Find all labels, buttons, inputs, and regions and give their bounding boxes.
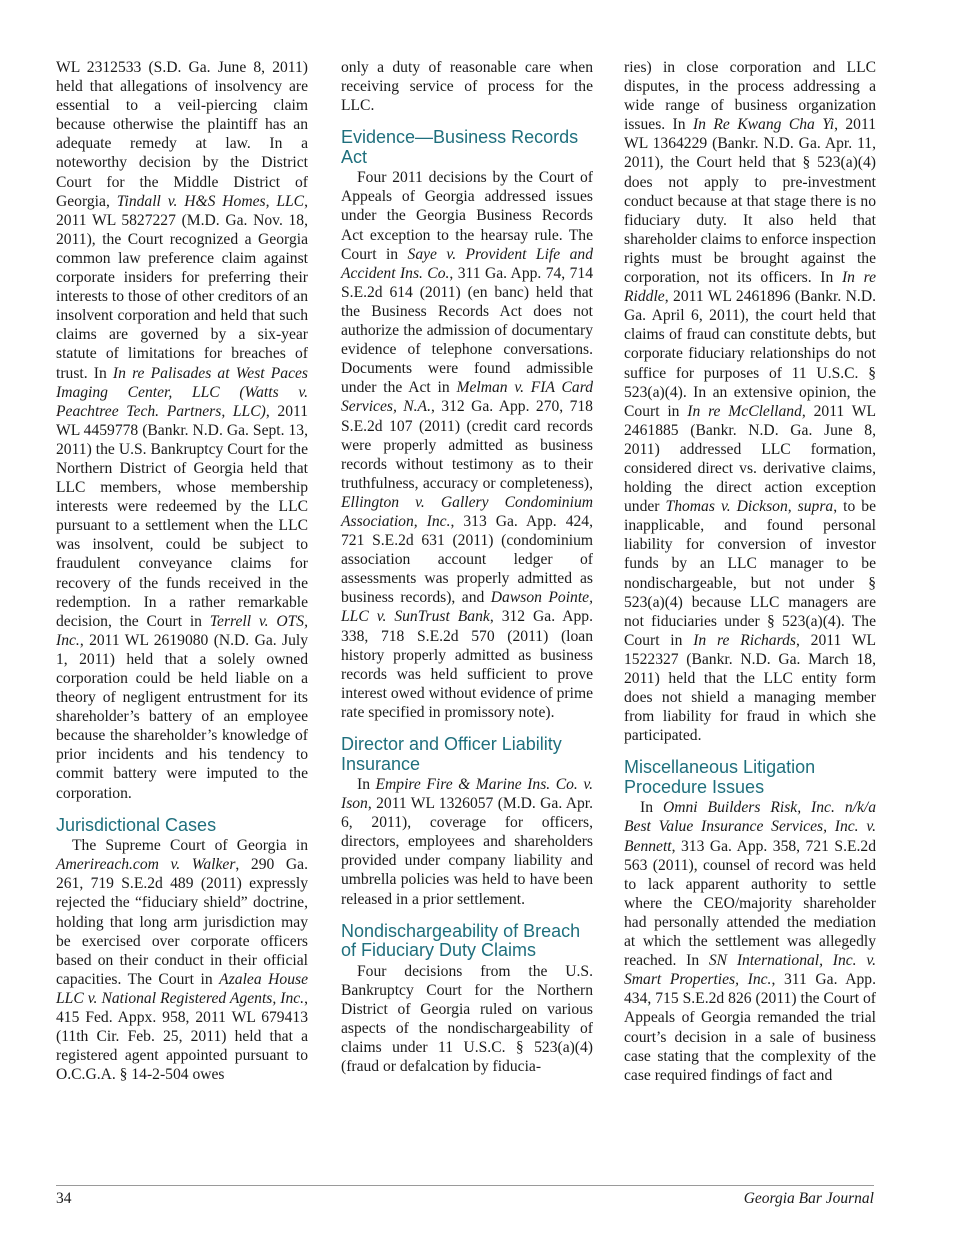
- paragraph-text: In: [357, 776, 376, 793]
- paragraph-text: , to be inapplicable, and found personal liability for conversion of investor funds by an LLC manager to be nondischargeable, but not under § 523(a)(4) because LLC managers are not fiduciaries under § 523(a)(4). The Court in: [624, 498, 877, 649]
- paragraph-text: , 2011 WL 2461885 (Bankr. N.D. Ga. June 8, 2011) addressed LLC formation, considered direct vs. derivative claims, holding the direct action exception under: [624, 402, 876, 516]
- paragraph-text: , 311 Ga. App. 74, 714 S.E.2d 614 (2011) (en banc) held that the Business Records Act does not authorize the admission of documentary evidence of telephone conversations. Documents were found admissible under the Act in: [341, 264, 594, 397]
- paragraph-text: Four decisions from the U.S. Bankruptcy Court for the Northern District of Georgia ruled on various aspects of the nondischargeability of claims under 11 U.S.C. § 523(a)(4) (fraud or defalcation by fiducia-: [341, 962, 593, 1076]
- body-paragraph: [624, 58, 876, 745]
- case-citation: Amerireach.com v. Walker: [56, 856, 236, 874]
- section-heading: Nondischargeability of Breach of Fiduciary Duty Claims: [341, 920, 581, 961]
- case-citation: Melman v. FIA Card Services, N.A.: [341, 379, 593, 416]
- paragraph-text: ries) in close corporation and LLC disputes, in the process addressing a wide range of business organization issues. In: [624, 59, 876, 134]
- case-citation: In re McClelland: [687, 402, 802, 420]
- case-citation: In Re Kwang Cha Yi: [692, 116, 835, 134]
- case-citation: In re Richards: [693, 631, 796, 649]
- paragraph-text: , 313 Ga. App. 424, 721 S.E.2d 631 (2011) (condominium association account ledger of assessments was properly admitted as business records), and: [341, 512, 593, 607]
- text-column-1: [56, 58, 308, 1084]
- paragraph-text: , 2011 WL 4459778 (Bankr. N.D. Ga. Sept. 13, 2011) the U.S. Bankruptcy Court for the Northern District of Georgia held that LLC members, whose membership interests were redeemed by the LLC pursuant to a settlement when the LLC was insolvent, could be subject to fraudulent conveyance claims for recovery of the funds received in the redemption. In a rather remarkable decision, the Court in: [56, 402, 309, 630]
- body-paragraph: [624, 798, 876, 1084]
- case-citation: Empire Fire & Marine Ins. Co. v. Ison: [341, 776, 593, 813]
- text-column-3: [624, 58, 876, 1085]
- case-citation: In re Palisades at West Paces Imaging Center, LLC (Watts v. Peachtree Tech. Partners, LLC): [56, 364, 308, 420]
- case-citation: Omni Builders Risk, Inc. n/k/a Best Value Insurance Services, Inc. v. Bennett: [624, 799, 877, 855]
- paragraph-text: , 313 Ga. App. 358, 721 S.E.2d 563 (2011), counsel of record was held to lack apparent authority to settle where the CEO/majority shareholder had personally attended the mediation at which the settlement was allegedly reached. In: [624, 837, 876, 970]
- text-column-2: [341, 58, 593, 1076]
- case-citation: Ellington v. Gallery Condominium Association, Inc.: [341, 493, 593, 530]
- paragraph-text: , 312 Ga. App. 270, 718 S.E.2d 107 (2011) (credit card records were properly admitted as business records without testimony as to their truthfulness, accuracy or completeness),: [341, 398, 593, 492]
- section-heading: Miscellaneous Litigation Procedure Issues: [624, 757, 816, 797]
- footer-divider: [56, 1185, 874, 1186]
- case-citation: Thomas v. Dickson, supra: [665, 498, 834, 516]
- body-paragraph: [56, 58, 308, 803]
- paragraph-text: , 290 Ga. 261, 719 S.E.2d 489 (2011) expressly rejected the “fiduciary shield” doctrine, holding that long arm jurisdiction may be exercised over corporate officers based on their conduct in their official capacities. The Court in: [56, 856, 308, 988]
- section-heading: Evidence—Business Records Act: [341, 127, 579, 167]
- paragraph-text: only a duty of reasonable care when receiving service of process for the LLC.: [341, 59, 593, 115]
- case-citation: In re Riddle: [624, 269, 876, 306]
- paragraph-text: , 2011 WL 1326057 (M.D. Ga. Apr. 6, 2011), coverage for officers, directors, employees and shareholders provided under company liability and umbrella policies was held to have been released in a prior settlement.: [341, 795, 593, 908]
- body-paragraph: [341, 168, 593, 722]
- paragraph-text: Four 2011 decisions by the Court of Appeals of Georgia addressed issues under the Georgia Business Records Act exception to the hearsay rule. The Court in: [341, 169, 593, 263]
- case-citation: SN International, Inc. v. Smart Properties, Inc.: [624, 952, 876, 989]
- paragraph-text: , 2011 WL 2619080 (N.D. Ga. July 1, 2011) held that a solely owned corporation could be held liable on a theory of negligent entrustment for its shareholder’s battery of an employee because the shareholder’s knowledge of prior incidents and his tendency to commit battery were imputed to the corporation.: [56, 631, 308, 802]
- body-paragraph: [341, 775, 593, 909]
- paragraph-text: , 2011 WL 1364229 (Bankr. N.D. Ga. Apr. 11, 2011), the Court held that § 523(a)(4) does not apply to pre-investment conduct because at that stage there is no fiduciary duty. It also held that shareholder claims to enforce inspection rights must be brought against the corporation, not its officers. In: [624, 116, 877, 287]
- paragraph-text: , 415 Fed. Appx. 958, 2011 WL 679413 (11th Cir. Feb. 25, 2011) held that a registered agent appointed pursuant to O.C.G.A. § 14-2-504 owes: [56, 989, 308, 1084]
- paragraph-text: , 2011 WL 2461896 (Bankr. N.D. Ga. April 6, 2011), the court held that claims of fraud can constitute debts, but corporate fiduciary relationships do not suffice for purposes of 11 U.S.C. § 523(a)(4). In an extensive opinion, the Court in: [624, 288, 876, 420]
- paragraph-text: The Supreme Court of Georgia in: [72, 837, 308, 855]
- paragraph-text: , 312 Ga. App. 338, 718 S.E.2d 570 (2011) (loan history properly admitted as business records was held sufficient to prove interest owed without evidence of prime rate specified in promissory note).: [341, 608, 593, 721]
- case-citation: Terrell v. OTS, Inc.: [56, 612, 308, 649]
- body-paragraph: [341, 962, 593, 1077]
- paragraph-text: , 2011 WL 1522327 (Bankr. N.D. Ga. March 18, 2011) held that the LLC entity form does not shield a managing member from liability for fraud in which she participated.: [624, 631, 876, 745]
- case-citation: Tindall v. H&S Homes, LLC: [116, 192, 305, 210]
- journal-name: Georgia Bar Journal: [743, 1190, 874, 1207]
- case-citation: Dawson Pointe, LLC v. SunTrust Bank: [341, 589, 594, 626]
- case-citation: Azalea House LLC v. National Registered Agents, Inc.: [56, 970, 309, 1007]
- page-number: 34: [56, 1190, 72, 1207]
- body-paragraph: [56, 836, 308, 1084]
- paragraph-text: , 2011 WL 5827227 (M.D. Ga. Nov. 18, 2011), the Court recognized a Georgia common law preference claim against corporate insiders for preferring their interests to those of other creditors of an insolvent corporation and held that such claims are governed by a six-year statute of limitations for breaches of trust. In: [56, 192, 308, 382]
- paragraph-text: , 311 Ga. App. 434, 715 S.E.2d 826 (2011) the Court of Appeals of Georgia remanded the trial court’s decision in a sale of business case stating that the complexity of the case required findings of fact and: [624, 971, 876, 1084]
- section-heading: Jurisdictional Cases: [56, 814, 217, 835]
- paragraph-text: WL 2312533 (S.D. Ga. June 8, 2011) held that allegations of insolvency are essential to a veil-piercing claim because otherwise the plaintiff has an adequate remedy at law. In a noteworthy decision by the District Court for the Middle District of Georgia,: [56, 59, 308, 210]
- paragraph-text: In: [640, 799, 663, 817]
- section-heading: Director and Officer Liability Insurance: [341, 734, 562, 774]
- body-paragraph: [341, 58, 593, 115]
- case-citation: Saye v. Provident Life and Accident Ins. Co.: [341, 245, 593, 282]
